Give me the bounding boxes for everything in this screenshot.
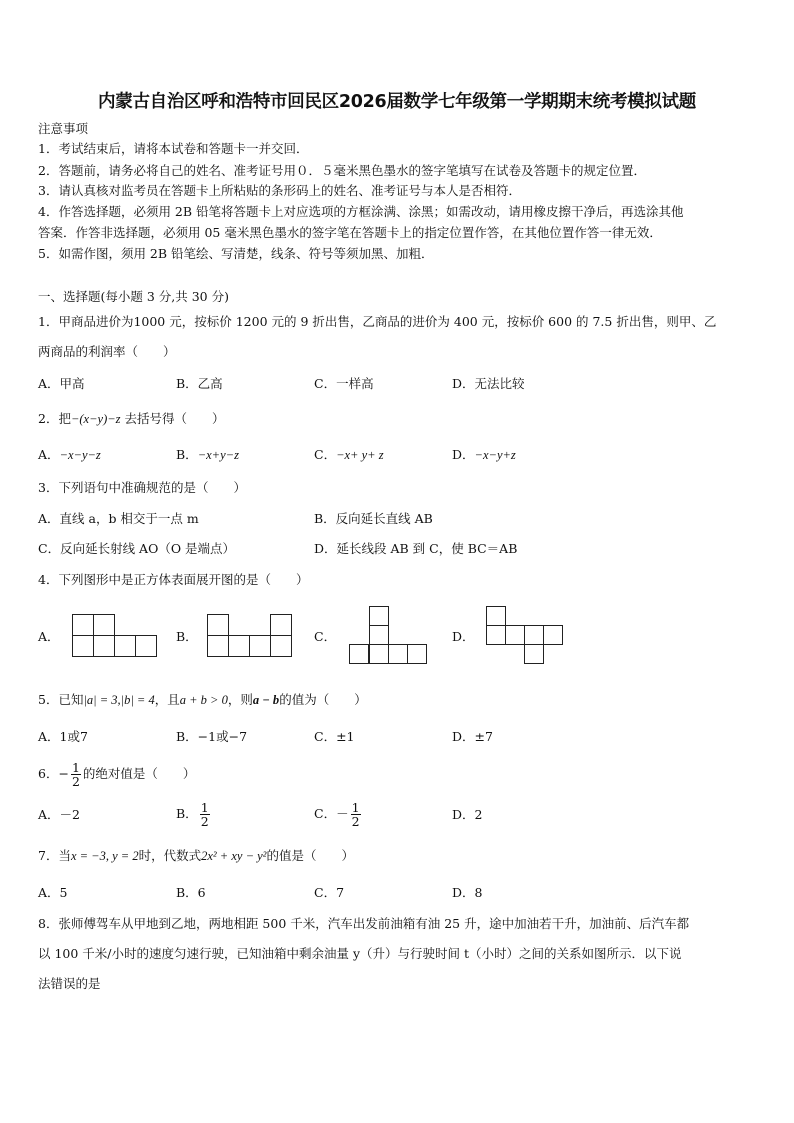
notice-heading: 注意事项 — [38, 121, 89, 136]
notice-item: 5．如需作图，须用 2B 铅笔绘、写清楚，线条、符号等须加黑、加粗． — [38, 246, 434, 261]
q1-option-a: A．甲高 — [38, 376, 85, 391]
question-6-stem: 6．− $\frac{1}{2}$ 的绝对值是（ ） — [38, 760, 196, 789]
q5-option-a: A．1或7 — [38, 729, 88, 744]
section-heading: 一、选择题(每小题 3 分,共 30 分) — [38, 289, 229, 304]
question-3-stem: 3．下列语句中准确规范的是（ ） — [38, 480, 246, 495]
q1-option-c: C．一样高 — [314, 376, 374, 391]
q2-option-d: D．−x−y+z — [452, 447, 516, 462]
question-1-stem: 1．甲商品进价为1000 元，按标价 1200 元的 9 折出售，乙商品的进价为 400 元，按标价 600 的 7.5 折出售，则甲、乙 — [38, 314, 717, 329]
cube-net-d-figure — [486, 606, 568, 668]
q2-option-c: C．−x+ y+ z — [314, 447, 384, 462]
cube-net-b-figure — [207, 614, 295, 660]
cube-net-c-figure — [349, 606, 431, 668]
q2-suffix: 去括号得（ ） — [120, 411, 225, 426]
q6-option-a: A．－2 — [38, 807, 80, 822]
q3-option-d: D．延长线段 AB 到 C，使 BC＝AB — [314, 541, 518, 556]
q5-condition-2: a + b > 0 — [179, 693, 228, 707]
question-8-stem-cont: 法错误的是 — [38, 976, 101, 991]
question-8-stem: 8．张师傅驾车从甲地到乙地，两地相距 500 千米，汽车出发前油箱有油 25 升，途中加油若干升，加油前、后汽车都 — [38, 916, 690, 931]
question-2-stem — [38, 411, 225, 427]
notice-item: 3．请认真核对监考员在答题卡上所粘贴的条形码上的姓名、准考证号与本人是否相符． — [38, 183, 521, 198]
q6-option-d: D．2 — [452, 807, 483, 822]
q7-option-c: C．7 — [314, 885, 345, 900]
q4-option-b: B． — [176, 629, 198, 644]
q2-expr: −(x−y)−z — [70, 412, 121, 426]
q2-option-b: B．−x+y−z — [176, 447, 239, 462]
q5-option-c: C．±1 — [314, 729, 355, 744]
q5-condition: |a| = 3,|b| = 4 — [83, 693, 155, 707]
q7-option-b: B．6 — [176, 885, 206, 900]
q2-option-a: A．−x−y−z — [38, 447, 101, 462]
q2-prefix: 2．把 — [38, 411, 71, 426]
q6-fraction: $\frac{1}{2}$ — [71, 760, 80, 789]
q3-option-b: B．反向延长直线 AB — [314, 511, 433, 526]
cube-net-a-figure — [72, 614, 160, 660]
q4-option-d: D． — [452, 629, 475, 644]
q3-option-c: C．反向延长射线 AO（O 是端点） — [38, 541, 236, 556]
notice-item: 2．答题前，请务必将自己的姓名、准考证号用０．５毫米黑色墨水的签字笔填写在试卷及答题卡的规定位置． — [38, 163, 646, 178]
page-title: 内蒙古自治区呼和浩特市回民区2026届数学七年级第一学期期末统考模拟试题 — [98, 92, 696, 112]
question-5-stem: 5．已知|a| = 3,|b| = 4，且a + b > 0，则a − b的值为（ ） — [38, 692, 367, 707]
q7-option-a: A．5 — [38, 885, 68, 900]
q1-option-b: B．乙高 — [176, 376, 223, 391]
question-7-stem: 7．当x = −3, y = 2时，代数式2x² + xy − y²的值是（ ） — [38, 848, 354, 863]
q1-option-d: D．无法比较 — [452, 376, 525, 391]
notice-item: 4．作答选择题，必须用 2B 铅笔将答题卡上对应选项的方框涂满、涂黑；如需改动，请用橡皮擦干净后，再选涂其他 — [38, 204, 684, 219]
q5-option-d: D．±7 — [452, 729, 493, 744]
q6-option-b: B． $\frac{1}{2}$ — [176, 800, 209, 829]
q3-option-a: A．直线 a，b 相交于一点 m — [38, 511, 199, 526]
q7-option-d: D．8 — [452, 885, 483, 900]
question-1-stem-cont: 两商品的利润率（ ） — [38, 344, 176, 359]
q5-target: a − b — [252, 693, 280, 707]
q6-option-c: C．－ $\frac{1}{2}$ — [314, 800, 360, 829]
notice-item: 1．考试结束后，请将本试卷和答题卡一并交回． — [38, 141, 309, 156]
q4-option-a: A． — [38, 629, 60, 644]
q4-option-c: C． — [314, 629, 337, 644]
q5-option-b: B．−1或−7 — [176, 729, 248, 744]
q7-condition: x = −3, y = 2 — [70, 849, 139, 863]
question-4-stem: 4．下列图形中是正方体表面展开图的是（ ） — [38, 572, 309, 587]
question-8-stem-cont: 以 100 千米/小时的速度匀速行驶，已知油箱中剩余油量 y（升）与行驶时间 t（小时）之间的关系如图所示．以下说 — [38, 946, 682, 961]
notice-item: 答案．作答非选择题，必须用 05 毫米黑色墨水的签字笔在答题卡上的指定位置作答，在其他位置作答一律无效． — [38, 225, 662, 240]
q7-expression: 2x² + xy − y² — [201, 849, 267, 863]
